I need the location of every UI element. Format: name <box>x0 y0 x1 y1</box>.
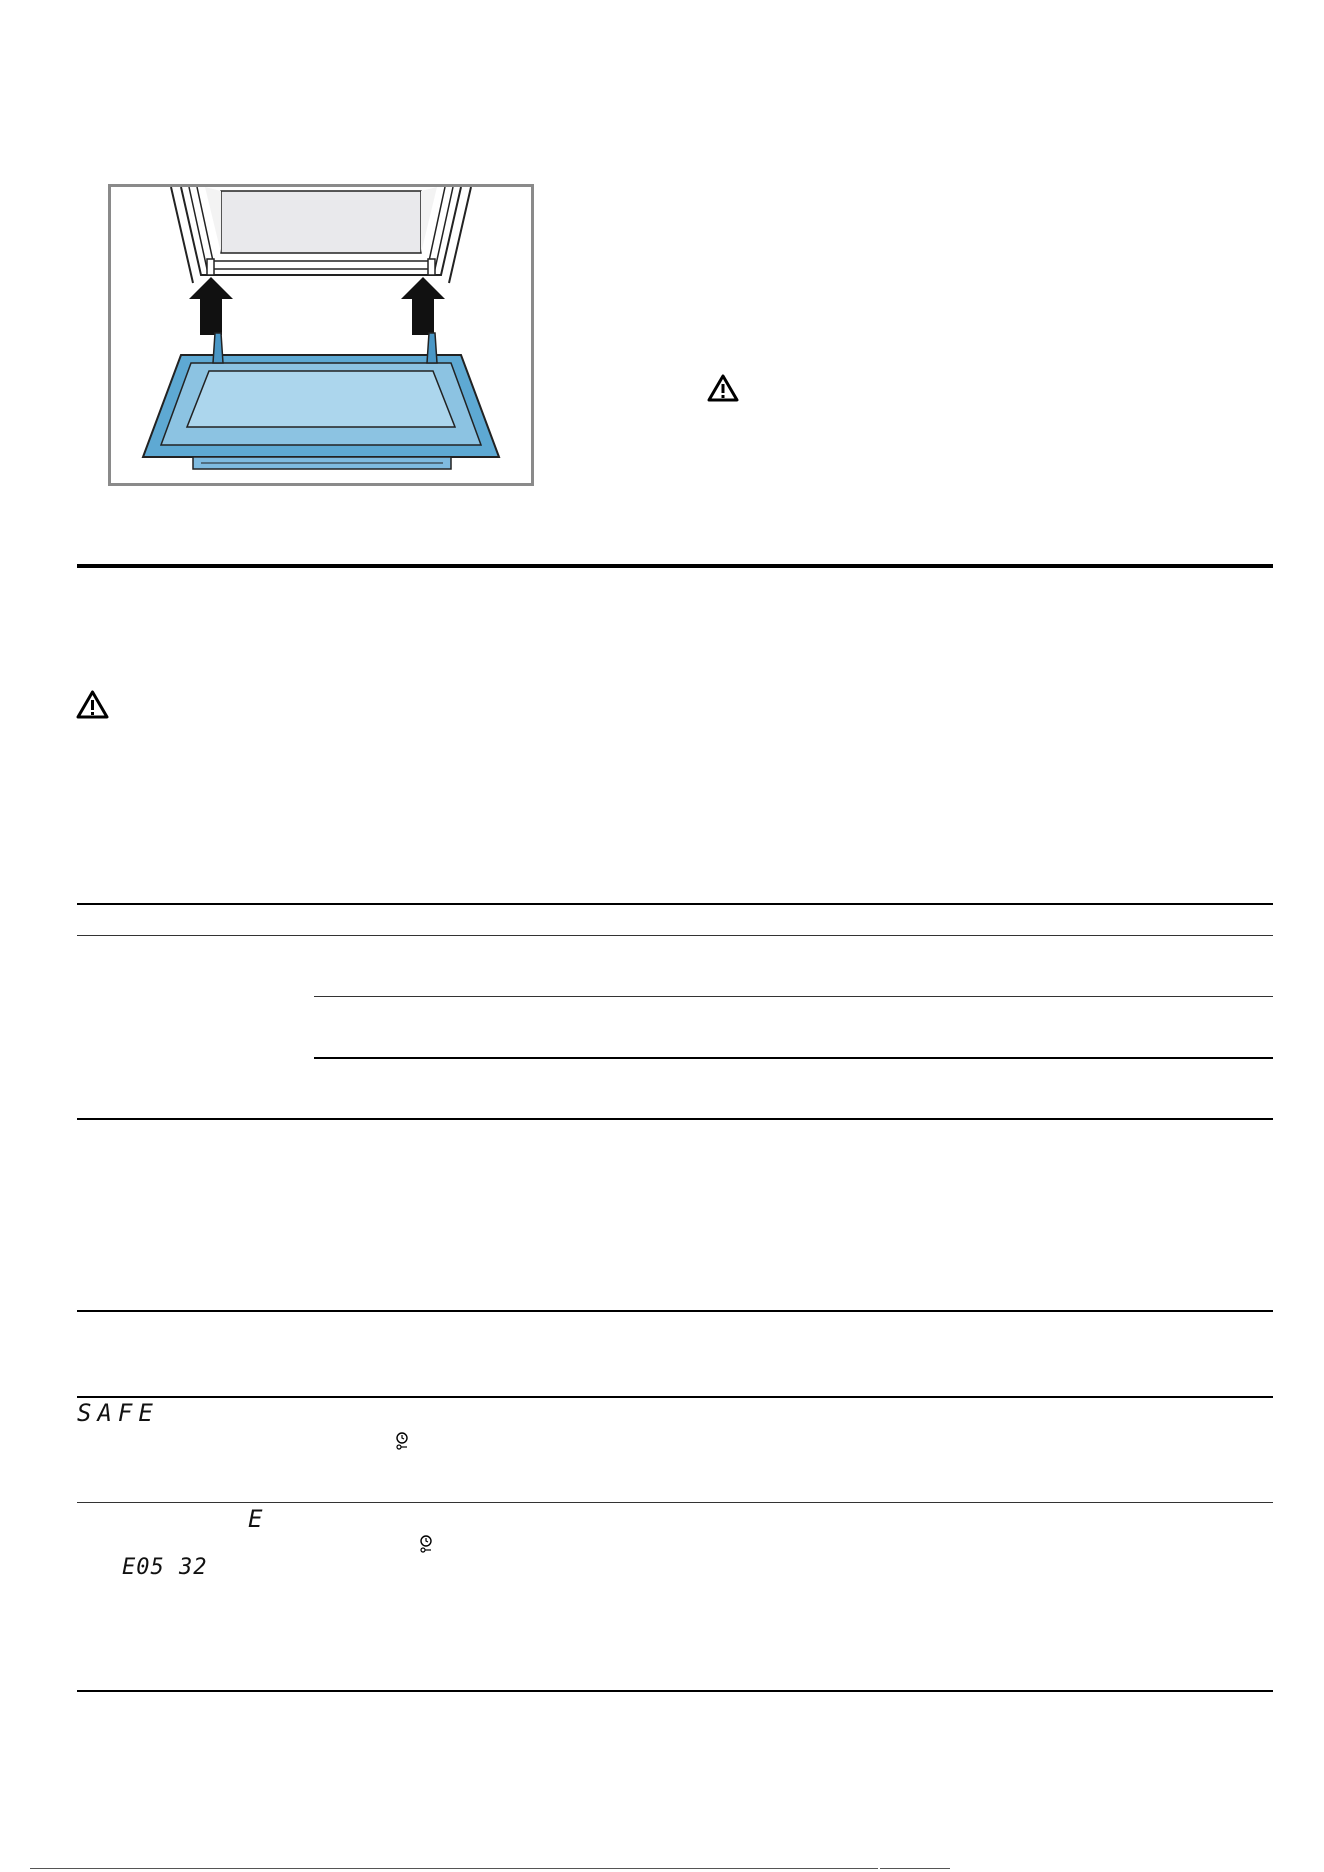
warning-triangle-icon <box>707 374 739 402</box>
table2-bottom-rule <box>77 1690 1273 1692</box>
table-header-rule <box>77 935 1273 936</box>
up-arrow-icon <box>189 277 233 335</box>
up-arrow-icon <box>401 277 445 335</box>
display-code-safe: SAFE <box>77 1399 159 1427</box>
table2-header-rule <box>77 1396 1273 1398</box>
table-inner-rule <box>314 1057 1273 1059</box>
table-bottom-rule <box>77 1310 1273 1312</box>
clock-key-icon <box>395 1432 409 1450</box>
table-top-rule <box>77 903 1273 905</box>
warning-triangle-icon <box>76 690 109 719</box>
footer-rule <box>880 1868 950 1869</box>
oven-door-figure <box>108 184 534 486</box>
oven-door-illustration <box>111 187 531 483</box>
oven-frame <box>171 187 471 283</box>
clock-key-icon <box>419 1535 433 1553</box>
display-letter-e: E <box>248 1505 269 1533</box>
footer-rule <box>30 1868 878 1869</box>
table-row-rule <box>77 1118 1273 1120</box>
table2-row-rule <box>77 1502 1273 1503</box>
oven-door <box>143 333 499 469</box>
section-divider <box>77 564 1273 568</box>
display-code-e05-32: E05 32 <box>122 1555 208 1580</box>
table-inner-rule <box>314 996 1273 997</box>
